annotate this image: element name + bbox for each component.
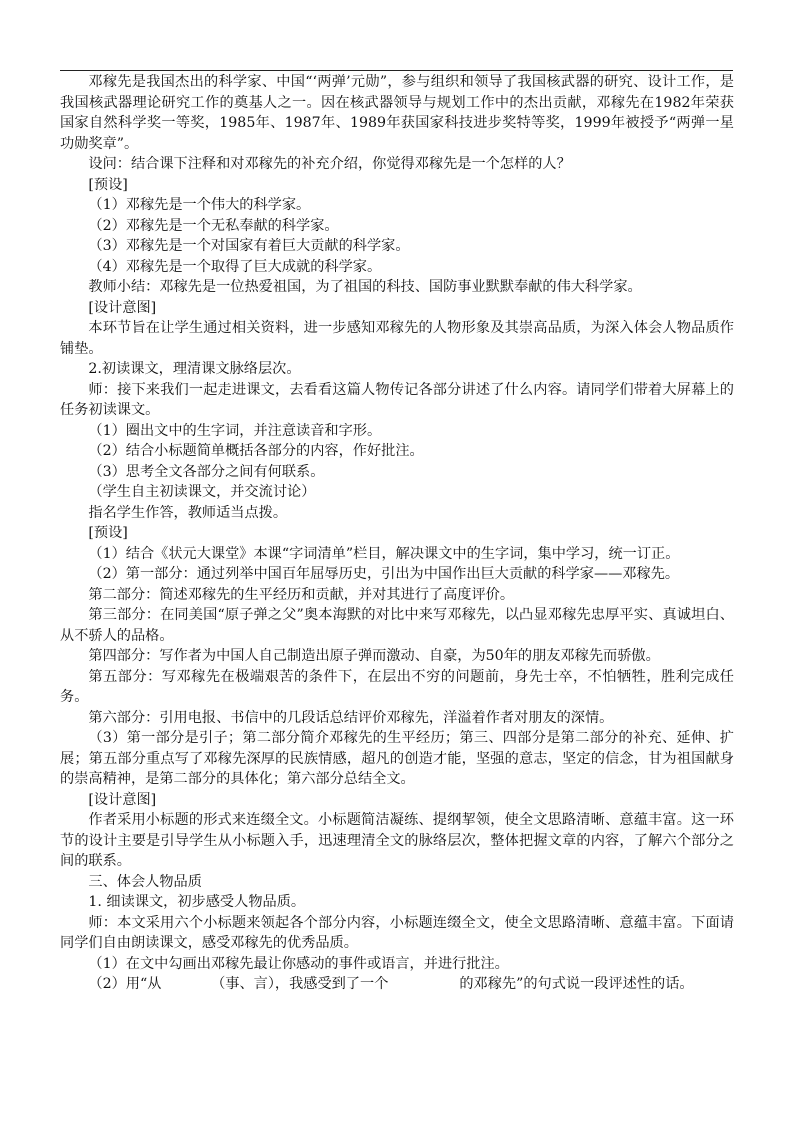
paragraph: [设计意图] <box>88 299 157 316</box>
paragraph: 第三部分：在同美国“原子弹之父”奥本海默的对比中来写邓稼先，以凸显邓稼先忠厚平实、真诚坦白、从不骄人的品格。 <box>60 607 734 644</box>
paragraph: 师：本文采用六个小标题来领起各个部分内容，小标题连缀全文，使全文思路清晰、意蕴丰富。下面请同学们自由朗读课文，感受邓稼先的优秀品质。 <box>60 914 734 951</box>
paragraph: （3）邓稼先是一个对国家有着巨大贡献的科学家。 <box>88 238 410 254</box>
paragraph: 第五部分：写邓稼先在极端艰苦的条件下，在层出不穷的问题前，身先士卒，不怕牺牲，胜利完成任务。 <box>60 668 734 705</box>
paragraph: （1）在文中勾画出邓稼先最让你感动的事件或语言，并进行批注。 <box>88 955 509 972</box>
paragraph: 师：接下来我们一起走进课文，去看看这篇人物传记各部分讲述了什么内容。请同学们带着大屏幕上的任务初读课文。 <box>60 381 734 418</box>
paragraph: 三、体会人物品质 <box>88 873 202 890</box>
paragraph: 本环节旨在让学生通过相关资料，进一步感知邓稼先的人物形象及其崇高品质，为深入体会人物品质作铺垫。 <box>60 320 734 357</box>
paragraph: （2）邓稼先是一个无私奉献的科学家。 <box>88 217 339 234</box>
paragraph: [预设] <box>88 176 128 193</box>
paragraph: 设问：结合课下注释和对邓稼先的补充介绍，你觉得邓稼先是一个怎样的人？ <box>88 156 571 172</box>
paragraph: 指名学生作答，教师适当点拨。 <box>88 504 288 521</box>
paragraph: （2）第一部分：通过列举中国百年屈辱历史，引出为中国作出巨大贡献的科学家——邓稼先。 <box>88 566 680 582</box>
paragraph: （1）圈出文中的生字词，并注意读音和字形。 <box>88 422 382 439</box>
paragraph: 1. 细读课文，初步感受人物品质。 <box>88 894 306 910</box>
paragraph: 第四部分：写作者为中国人自己制造出原子弹而激动、自豪，为50年的朋友邓稼先而骄傲。 <box>88 648 660 664</box>
paragraph: [预设] <box>88 525 128 541</box>
paragraph: （2）用“从 （事、言），我感受到了一个 的邓稼先”的句式说一段评述性的话。 <box>88 976 694 992</box>
paragraph: （1）结合《状元大课堂》本课“字词清单”栏目，解决课文中的生字词，集中学习，统一订正。 <box>88 545 680 562</box>
paragraph: （2）结合小标题简单概括各部分的内容，作好批注。 <box>88 443 424 459</box>
document-body <box>60 72 734 995</box>
paragraph: [设计意图] <box>88 791 157 808</box>
paragraph: （4）邓稼先是一个取得了巨大成就的科学家。 <box>88 258 382 275</box>
paragraph: 教师小结：邓稼先是一位热爱祖国，为了祖国的科技、国防事业默默奉献的伟大科学家。 <box>88 279 642 295</box>
header-rule <box>60 70 733 71</box>
paragraph: 2.初读课文，理清课文脉络层次。 <box>88 361 301 377</box>
paragraph: （3）第一部分是引子；第二部分简介邓稼先的生平经历；第三、四部分是第二部分的补充、延伸、扩展；第五部分重点写了邓稼先深厚的民族情感，超凡的创造才能，坚强的意志，坚定的信念，甘为祖国献身的崇高精神，是第二部分的具体化；第六部分总结全文。 <box>60 730 734 787</box>
paragraph: （3）思考全文各部分之间有何联系。 <box>88 463 325 480</box>
paragraph: 作者采用小标题的形式来连缀全文。小标题简洁凝练、提纲挈领，使全文思路清晰、意蕴丰富。这一环节的设计主要是引导学生从小标题入手，迅速理清全文的脉络层次，整体把握文章的内容，了解六个部分之间的联系。 <box>60 812 734 869</box>
paragraph: （学生自主初读课文，并交流讨论） <box>88 484 316 500</box>
paragraph: 第六部分：引用电报、书信中的几段话总结评价邓稼先，洋溢着作者对朋友的深情。 <box>88 709 614 726</box>
paragraph: 第二部分：简述邓稼先的生平经历和贡献，并对其进行了高度评价。 <box>88 586 515 603</box>
paragraph: （1）邓稼先是一个伟大的科学家。 <box>88 197 311 213</box>
paragraph: 邓稼先是我国杰出的科学家、中国“‘两弹’元勋”，参与组织和领导了我国核武器的研究、设计工作，是我国核武器理论研究工作的奠基人之一。因在核武器领导与规划工作中的杰出贡献，邓稼先在1982年荣获国家自然科学奖一等奖，1985年、1987年、1989年获国家科技进步奖特等奖，1999年被授予“两弹一星功勋奖章”。 <box>60 74 734 152</box>
